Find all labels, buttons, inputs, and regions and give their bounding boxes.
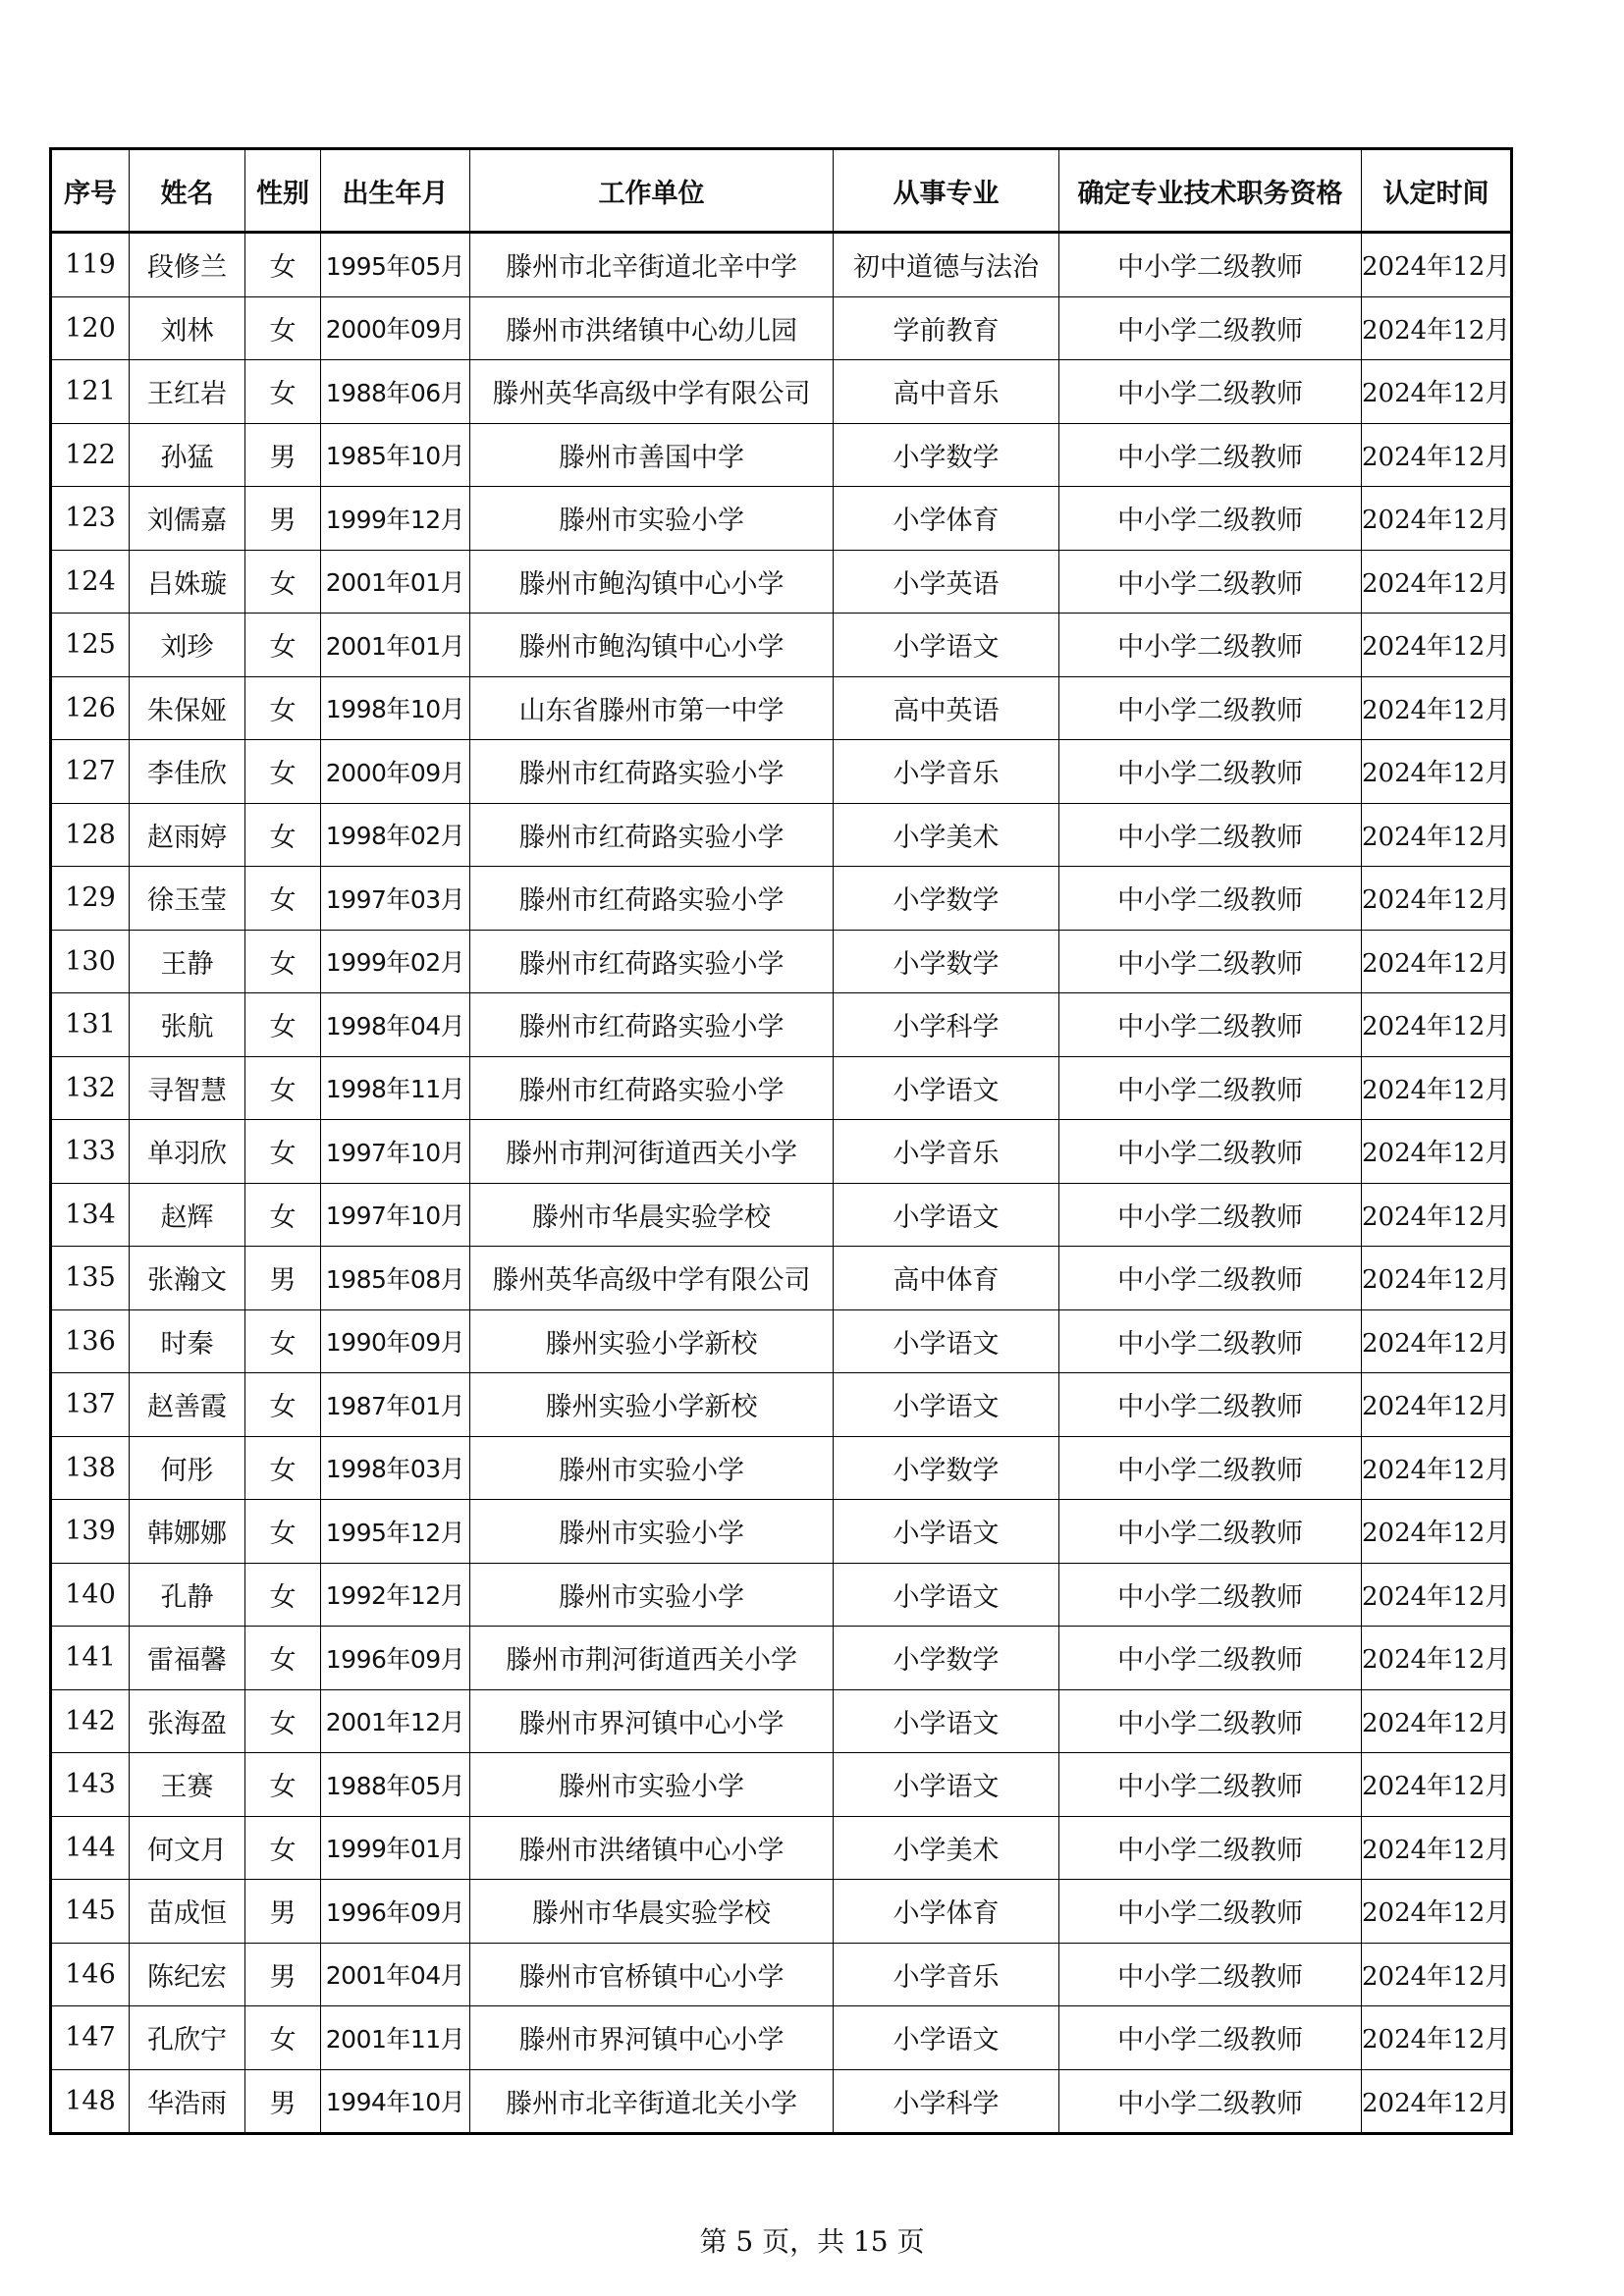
cell-specialty: 小学数学 (834, 867, 1059, 931)
table-row (51, 1627, 1512, 1690)
header-gender: 性别 (245, 149, 321, 233)
table-header-row (51, 149, 1512, 233)
cell-qualification: 中小学二级教师 (1059, 993, 1362, 1057)
cell-birth: 2000年09月 (321, 740, 470, 804)
cell-gender: 男 (245, 487, 321, 551)
cell-workplace: 滕州实验小学新校 (470, 1373, 834, 1437)
cell-birth: 1995年05月 (321, 233, 470, 297)
cell-specialty: 小学语文 (834, 1500, 1059, 1564)
cell-date: 2024年12月 (1362, 423, 1512, 487)
cell-workplace: 滕州市实验小学 (470, 1436, 834, 1500)
cell-qualification: 中小学二级教师 (1059, 487, 1362, 551)
cell-birth: 1998年11月 (321, 1056, 470, 1120)
cell-name: 刘珍 (130, 614, 245, 677)
cell-workplace: 滕州市官桥镇中心小学 (470, 1943, 834, 2006)
cell-qualification: 中小学二级教师 (1059, 1689, 1362, 1753)
cell-specialty: 小学语文 (834, 1753, 1059, 1817)
cell-workplace: 滕州市实验小学 (470, 1753, 834, 1817)
cell-qualification: 中小学二级教师 (1059, 1120, 1362, 1184)
cell-qualification: 中小学二级教师 (1059, 2006, 1362, 2070)
cell-serial: 127 (51, 740, 130, 804)
cell-gender: 女 (245, 1436, 321, 1500)
cell-gender: 男 (245, 1943, 321, 2006)
cell-birth: 1988年05月 (321, 1753, 470, 1817)
cell-gender: 女 (245, 360, 321, 424)
cell-gender: 女 (245, 1753, 321, 1817)
cell-workplace: 滕州市红荷路实验小学 (470, 1056, 834, 1120)
cell-serial: 134 (51, 1183, 130, 1247)
cell-qualification: 中小学二级教师 (1059, 1880, 1362, 1944)
cell-workplace: 滕州市红荷路实验小学 (470, 867, 834, 931)
cell-name: 孔欣宁 (130, 2006, 245, 2070)
cell-qualification: 中小学二级教师 (1059, 360, 1362, 424)
table-row (51, 423, 1512, 487)
cell-date: 2024年12月 (1362, 740, 1512, 804)
cell-qualification: 中小学二级教师 (1059, 1436, 1362, 1500)
cell-name: 朱保娅 (130, 676, 245, 740)
cell-specialty: 小学数学 (834, 930, 1059, 993)
header-date: 认定时间 (1362, 149, 1512, 233)
cell-qualification: 中小学二级教师 (1059, 233, 1362, 297)
cell-gender: 女 (245, 1183, 321, 1247)
cell-date: 2024年12月 (1362, 1563, 1512, 1627)
cell-birth: 1985年10月 (321, 423, 470, 487)
cell-date: 2024年12月 (1362, 360, 1512, 424)
table-row (51, 1500, 1512, 1564)
cell-name: 张瀚文 (130, 1247, 245, 1310)
cell-serial: 139 (51, 1500, 130, 1564)
cell-date: 2024年12月 (1362, 487, 1512, 551)
cell-qualification: 中小学二级教师 (1059, 1943, 1362, 2006)
cell-specialty: 小学音乐 (834, 1120, 1059, 1184)
table-row (51, 1056, 1512, 1120)
cell-serial: 131 (51, 993, 130, 1057)
cell-gender: 男 (245, 1880, 321, 1944)
cell-date: 2024年12月 (1362, 1183, 1512, 1247)
cell-serial: 147 (51, 2006, 130, 2070)
cell-birth: 2001年12月 (321, 1689, 470, 1753)
table-row (51, 296, 1512, 360)
cell-name: 孔静 (130, 1563, 245, 1627)
cell-workplace: 滕州市红荷路实验小学 (470, 930, 834, 993)
cell-name: 王赛 (130, 1753, 245, 1817)
cell-name: 时秦 (130, 1309, 245, 1373)
cell-date: 2024年12月 (1362, 1373, 1512, 1437)
cell-gender: 女 (245, 740, 321, 804)
cell-date: 2024年12月 (1362, 1309, 1512, 1373)
cell-workplace: 滕州市界河镇中心小学 (470, 1689, 834, 1753)
cell-name: 赵善霞 (130, 1373, 245, 1437)
cell-date: 2024年12月 (1362, 1436, 1512, 1500)
cell-date: 2024年12月 (1362, 867, 1512, 931)
cell-specialty: 小学英语 (834, 550, 1059, 614)
cell-workplace: 滕州市实验小学 (470, 487, 834, 551)
table-row (51, 1183, 1512, 1247)
cell-date: 2024年12月 (1362, 1880, 1512, 1944)
cell-date: 2024年12月 (1362, 2006, 1512, 2070)
table-row (51, 740, 1512, 804)
cell-workplace: 滕州英华高级中学有限公司 (470, 360, 834, 424)
cell-specialty: 小学体育 (834, 487, 1059, 551)
cell-specialty: 高中音乐 (834, 360, 1059, 424)
cell-birth: 1990年09月 (321, 1309, 470, 1373)
cell-birth: 2001年11月 (321, 2006, 470, 2070)
cell-serial: 133 (51, 1120, 130, 1184)
cell-serial: 143 (51, 1753, 130, 1817)
cell-name: 张航 (130, 993, 245, 1057)
cell-serial: 121 (51, 360, 130, 424)
cell-date: 2024年12月 (1362, 1247, 1512, 1310)
cell-birth: 1985年08月 (321, 1247, 470, 1310)
cell-serial: 122 (51, 423, 130, 487)
table-row (51, 1373, 1512, 1437)
cell-qualification: 中小学二级教师 (1059, 614, 1362, 677)
cell-qualification: 中小学二级教师 (1059, 2069, 1362, 2134)
cell-date: 2024年12月 (1362, 1056, 1512, 1120)
table-row (51, 233, 1512, 297)
cell-workplace: 滕州市红荷路实验小学 (470, 993, 834, 1057)
table-row (51, 2069, 1512, 2134)
cell-gender: 女 (245, 296, 321, 360)
cell-serial: 135 (51, 1247, 130, 1310)
cell-specialty: 小学语文 (834, 1183, 1059, 1247)
cell-birth: 1998年10月 (321, 676, 470, 740)
table-row (51, 2006, 1512, 2070)
cell-serial: 129 (51, 867, 130, 931)
cell-birth: 1999年02月 (321, 930, 470, 993)
cell-gender: 男 (245, 2069, 321, 2134)
cell-gender: 女 (245, 1120, 321, 1184)
cell-workplace: 滕州市洪绪镇中心小学 (470, 1816, 834, 1880)
cell-birth: 1999年01月 (321, 1816, 470, 1880)
cell-serial: 140 (51, 1563, 130, 1627)
cell-specialty: 小学语文 (834, 1563, 1059, 1627)
cell-name: 刘林 (130, 296, 245, 360)
cell-serial: 126 (51, 676, 130, 740)
cell-name: 王红岩 (130, 360, 245, 424)
cell-date: 2024年12月 (1362, 1500, 1512, 1564)
cell-serial: 141 (51, 1627, 130, 1690)
cell-gender: 女 (245, 1816, 321, 1880)
cell-qualification: 中小学二级教师 (1059, 423, 1362, 487)
cell-gender: 女 (245, 676, 321, 740)
cell-birth: 1997年03月 (321, 867, 470, 931)
cell-name: 段修兰 (130, 233, 245, 297)
cell-workplace: 滕州市北辛街道北辛中学 (470, 233, 834, 297)
cell-specialty: 小学数学 (834, 423, 1059, 487)
cell-name: 吕姝璇 (130, 550, 245, 614)
cell-specialty: 高中体育 (834, 1247, 1059, 1310)
cell-birth: 1999年12月 (321, 487, 470, 551)
cell-qualification: 中小学二级教师 (1059, 1373, 1362, 1437)
cell-qualification: 中小学二级教师 (1059, 676, 1362, 740)
cell-serial: 124 (51, 550, 130, 614)
cell-specialty: 小学语文 (834, 1056, 1059, 1120)
cell-serial: 144 (51, 1816, 130, 1880)
cell-serial: 142 (51, 1689, 130, 1753)
cell-date: 2024年12月 (1362, 614, 1512, 677)
cell-workplace: 滕州市红荷路实验小学 (470, 740, 834, 804)
cell-qualification: 中小学二级教师 (1059, 1183, 1362, 1247)
cell-date: 2024年12月 (1362, 2069, 1512, 2134)
cell-name: 单羽欣 (130, 1120, 245, 1184)
teacher-qualification-table (49, 147, 1513, 2135)
cell-specialty: 小学语文 (834, 614, 1059, 677)
cell-gender: 女 (245, 1563, 321, 1627)
cell-name: 赵雨婷 (130, 803, 245, 867)
cell-gender: 女 (245, 930, 321, 993)
table-row (51, 1816, 1512, 1880)
cell-date: 2024年12月 (1362, 550, 1512, 614)
cell-gender: 女 (245, 550, 321, 614)
cell-specialty: 小学语文 (834, 1309, 1059, 1373)
cell-serial: 128 (51, 803, 130, 867)
cell-name: 何彤 (130, 1436, 245, 1500)
cell-birth: 1987年01月 (321, 1373, 470, 1437)
cell-gender: 女 (245, 1373, 321, 1437)
cell-gender: 女 (245, 867, 321, 931)
cell-qualification: 中小学二级教师 (1059, 1563, 1362, 1627)
cell-workplace: 滕州市荆河街道西关小学 (470, 1120, 834, 1184)
cell-workplace: 滕州市华晨实验学校 (470, 1183, 834, 1247)
cell-specialty: 小学美术 (834, 803, 1059, 867)
cell-workplace: 滕州市善国中学 (470, 423, 834, 487)
cell-workplace: 滕州市洪绪镇中心幼儿园 (470, 296, 834, 360)
table-row (51, 1309, 1512, 1373)
cell-birth: 1997年10月 (321, 1183, 470, 1247)
cell-gender: 女 (245, 1627, 321, 1690)
cell-name: 张海盈 (130, 1689, 245, 1753)
cell-specialty: 学前教育 (834, 296, 1059, 360)
cell-workplace: 滕州市鲍沟镇中心小学 (470, 550, 834, 614)
cell-workplace: 山东省滕州市第一中学 (470, 676, 834, 740)
header-name: 姓名 (130, 149, 245, 233)
cell-gender: 男 (245, 1247, 321, 1310)
cell-workplace: 滕州市华晨实验学校 (470, 1880, 834, 1944)
cell-birth: 1994年10月 (321, 2069, 470, 2134)
cell-workplace: 滕州英华高级中学有限公司 (470, 1247, 834, 1310)
cell-serial: 137 (51, 1373, 130, 1437)
cell-date: 2024年12月 (1362, 1120, 1512, 1184)
cell-gender: 男 (245, 423, 321, 487)
cell-serial: 123 (51, 487, 130, 551)
cell-qualification: 中小学二级教师 (1059, 930, 1362, 993)
cell-birth: 1998年04月 (321, 993, 470, 1057)
cell-gender: 女 (245, 1500, 321, 1564)
cell-specialty: 小学数学 (834, 1627, 1059, 1690)
cell-birth: 1992年12月 (321, 1563, 470, 1627)
cell-specialty: 初中道德与法治 (834, 233, 1059, 297)
cell-specialty: 小学音乐 (834, 1943, 1059, 2006)
table-row (51, 803, 1512, 867)
cell-birth: 1996年09月 (321, 1627, 470, 1690)
cell-serial: 136 (51, 1309, 130, 1373)
cell-name: 刘儒嘉 (130, 487, 245, 551)
table-row (51, 1563, 1512, 1627)
cell-serial: 145 (51, 1880, 130, 1944)
cell-qualification: 中小学二级教师 (1059, 1627, 1362, 1690)
cell-workplace: 滕州市实验小学 (470, 1500, 834, 1564)
cell-specialty: 小学科学 (834, 993, 1059, 1057)
cell-workplace: 滕州市红荷路实验小学 (470, 803, 834, 867)
table-row (51, 1247, 1512, 1310)
cell-workplace: 滕州市界河镇中心小学 (470, 2006, 834, 2070)
cell-specialty: 小学体育 (834, 1880, 1059, 1944)
table-row (51, 614, 1512, 677)
cell-qualification: 中小学二级教师 (1059, 1500, 1362, 1564)
cell-birth: 2001年01月 (321, 550, 470, 614)
header-specialty: 从事专业 (834, 149, 1059, 233)
table-row (51, 360, 1512, 424)
cell-date: 2024年12月 (1362, 1689, 1512, 1753)
cell-specialty: 小学语文 (834, 1373, 1059, 1437)
cell-workplace: 滕州市实验小学 (470, 1563, 834, 1627)
cell-date: 2024年12月 (1362, 1753, 1512, 1817)
cell-gender: 女 (245, 1309, 321, 1373)
cell-qualification: 中小学二级教师 (1059, 1816, 1362, 1880)
cell-name: 华浩雨 (130, 2069, 245, 2134)
cell-name: 陈纪宏 (130, 1943, 245, 2006)
cell-birth: 1988年06月 (321, 360, 470, 424)
cell-qualification: 中小学二级教师 (1059, 296, 1362, 360)
cell-qualification: 中小学二级教师 (1059, 803, 1362, 867)
cell-name: 王静 (130, 930, 245, 993)
table-body (51, 233, 1512, 2134)
cell-birth: 1995年12月 (321, 1500, 470, 1564)
cell-gender: 女 (245, 233, 321, 297)
cell-specialty: 小学音乐 (834, 740, 1059, 804)
header-serial: 序号 (51, 149, 130, 233)
cell-specialty: 小学语文 (834, 1689, 1059, 1753)
cell-date: 2024年12月 (1362, 930, 1512, 993)
cell-gender: 女 (245, 1689, 321, 1753)
cell-name: 何文月 (130, 1816, 245, 1880)
cell-gender: 女 (245, 803, 321, 867)
cell-gender: 女 (245, 2006, 321, 2070)
table-row (51, 1120, 1512, 1184)
cell-name: 韩娜娜 (130, 1500, 245, 1564)
cell-birth: 2001年01月 (321, 614, 470, 677)
cell-name: 孙猛 (130, 423, 245, 487)
cell-serial: 148 (51, 2069, 130, 2134)
cell-name: 苗成恒 (130, 1880, 245, 1944)
cell-serial: 119 (51, 233, 130, 297)
cell-workplace: 滕州实验小学新校 (470, 1309, 834, 1373)
cell-qualification: 中小学二级教师 (1059, 867, 1362, 931)
table-row (51, 676, 1512, 740)
header-birth: 出生年月 (321, 149, 470, 233)
table-row (51, 487, 1512, 551)
table-row (51, 1689, 1512, 1753)
cell-specialty: 小学美术 (834, 1816, 1059, 1880)
cell-workplace: 滕州市北辛街道北关小学 (470, 2069, 834, 2134)
cell-serial: 132 (51, 1056, 130, 1120)
cell-name: 赵辉 (130, 1183, 245, 1247)
cell-birth: 1996年09月 (321, 1880, 470, 1944)
table-row (51, 1436, 1512, 1500)
cell-qualification: 中小学二级教师 (1059, 740, 1362, 804)
cell-specialty: 小学数学 (834, 1436, 1059, 1500)
table-row (51, 930, 1512, 993)
cell-specialty: 高中英语 (834, 676, 1059, 740)
cell-qualification: 中小学二级教师 (1059, 1056, 1362, 1120)
cell-specialty: 小学语文 (834, 2006, 1059, 2070)
cell-serial: 130 (51, 930, 130, 993)
cell-date: 2024年12月 (1362, 1943, 1512, 2006)
cell-date: 2024年12月 (1362, 1627, 1512, 1690)
table-row (51, 1943, 1512, 2006)
cell-birth: 2000年09月 (321, 296, 470, 360)
cell-qualification: 中小学二级教师 (1059, 1753, 1362, 1817)
page-number-footer: 第 5 页，共 15 页 (699, 2225, 925, 2258)
cell-workplace: 滕州市荆河街道西关小学 (470, 1627, 834, 1690)
cell-serial: 138 (51, 1436, 130, 1500)
table-row (51, 1880, 1512, 1944)
cell-date: 2024年12月 (1362, 296, 1512, 360)
cell-qualification: 中小学二级教师 (1059, 1309, 1362, 1373)
table-row (51, 550, 1512, 614)
cell-date: 2024年12月 (1362, 993, 1512, 1057)
cell-name: 寻智慧 (130, 1056, 245, 1120)
cell-date: 2024年12月 (1362, 1816, 1512, 1880)
cell-specialty: 小学科学 (834, 2069, 1059, 2134)
table-row (51, 993, 1512, 1057)
table-row (51, 1753, 1512, 1817)
cell-qualification: 中小学二级教师 (1059, 550, 1362, 614)
cell-gender: 女 (245, 1056, 321, 1120)
cell-workplace: 滕州市鲍沟镇中心小学 (470, 614, 834, 677)
cell-name: 徐玉莹 (130, 867, 245, 931)
cell-birth: 2001年04月 (321, 1943, 470, 2006)
header-workplace: 工作单位 (470, 149, 834, 233)
cell-serial: 120 (51, 296, 130, 360)
cell-gender: 女 (245, 614, 321, 677)
cell-qualification: 中小学二级教师 (1059, 1247, 1362, 1310)
cell-name: 李佳欣 (130, 740, 245, 804)
cell-serial: 125 (51, 614, 130, 677)
cell-gender: 女 (245, 993, 321, 1057)
cell-date: 2024年12月 (1362, 676, 1512, 740)
cell-date: 2024年12月 (1362, 803, 1512, 867)
cell-birth: 1997年10月 (321, 1120, 470, 1184)
cell-name: 雷福馨 (130, 1627, 245, 1690)
cell-serial: 146 (51, 1943, 130, 2006)
cell-birth: 1998年03月 (321, 1436, 470, 1500)
header-qualification: 确定专业技术职务资格 (1059, 149, 1362, 233)
cell-birth: 1998年02月 (321, 803, 470, 867)
table-row (51, 867, 1512, 931)
cell-date: 2024年12月 (1362, 233, 1512, 297)
